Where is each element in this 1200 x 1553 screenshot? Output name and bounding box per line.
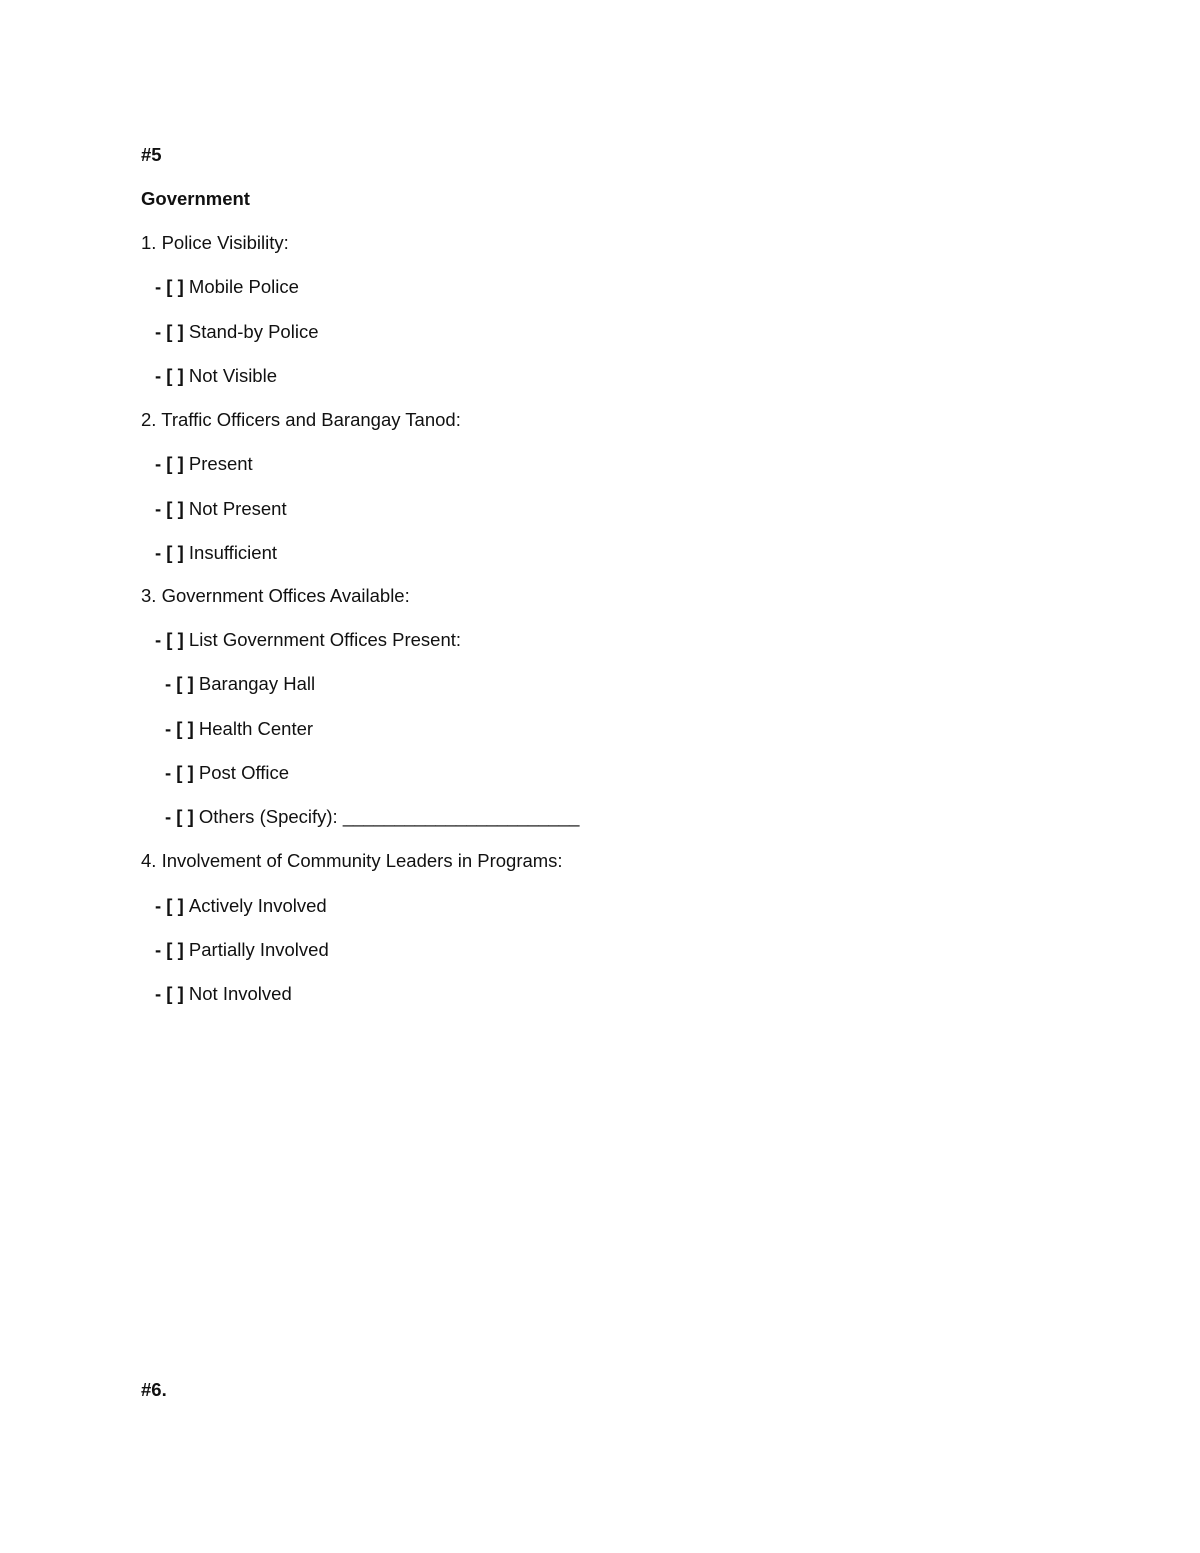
checkbox-box: - [ ] bbox=[165, 718, 199, 739]
others-specify-field[interactable]: Others (Specify): _______________________ bbox=[198, 806, 580, 827]
checkbox-box: - [ ] bbox=[155, 498, 189, 519]
checkbox-item[interactable] bbox=[155, 364, 277, 388]
option-label: Not Involved bbox=[188, 983, 292, 1004]
option-label: Present bbox=[188, 453, 253, 474]
option-label: Mobile Police bbox=[188, 276, 299, 297]
checkbox-box: - [ ] bbox=[165, 673, 199, 694]
question-1-label: 1. Police Visibility: bbox=[141, 232, 289, 253]
option-label: Barangay Hall bbox=[198, 673, 316, 694]
question-4-label: 4. Involvement of Community Leaders in Programs: bbox=[141, 850, 563, 871]
checkbox-item[interactable] bbox=[155, 452, 253, 476]
section-title: Government bbox=[141, 188, 250, 209]
section-number: #5 bbox=[141, 144, 162, 165]
checkbox-box: - [ ] bbox=[155, 629, 189, 650]
option-label: Health Center bbox=[198, 718, 314, 739]
checkbox-box: - [ ] bbox=[165, 806, 199, 827]
option-label: Not Present bbox=[188, 498, 287, 519]
checkbox-item[interactable] bbox=[155, 894, 327, 918]
checkbox-item[interactable] bbox=[155, 497, 287, 521]
option-label: Partially Involved bbox=[188, 939, 329, 960]
question-3-label: 3. Government Offices Available: bbox=[141, 585, 410, 606]
checkbox-item[interactable] bbox=[155, 628, 461, 652]
checkbox-box: - [ ] bbox=[155, 983, 189, 1004]
checkbox-box: - [ ] bbox=[165, 762, 199, 783]
checkbox-box: - [ ] bbox=[155, 276, 189, 297]
checkbox-item[interactable] bbox=[155, 938, 329, 962]
checkbox-item[interactable] bbox=[155, 982, 292, 1006]
next-section-number: #6. bbox=[141, 1379, 167, 1400]
checkbox-box: - [ ] bbox=[155, 895, 189, 916]
checkbox-box: - [ ] bbox=[155, 542, 189, 563]
checkbox-box: - [ ] bbox=[155, 321, 189, 342]
question-2-label: 2. Traffic Officers and Barangay Tanod: bbox=[141, 409, 461, 430]
checkbox-subitem[interactable] bbox=[165, 717, 313, 741]
option-label: Not Visible bbox=[188, 365, 277, 386]
checkbox-subitem[interactable] bbox=[165, 672, 315, 696]
checkbox-box: - [ ] bbox=[155, 453, 189, 474]
option-label: Stand-by Police bbox=[188, 321, 319, 342]
checkbox-box: - [ ] bbox=[155, 939, 189, 960]
checkbox-item[interactable] bbox=[155, 320, 318, 344]
option-label: List Government Offices Present: bbox=[188, 629, 462, 650]
checkbox-subitem-others[interactable] bbox=[165, 805, 579, 829]
checkbox-subitem[interactable] bbox=[165, 761, 289, 785]
checkbox-item[interactable] bbox=[155, 541, 277, 565]
option-label: Insufficient bbox=[188, 542, 278, 563]
option-label: Post Office bbox=[198, 762, 290, 783]
checkbox-item[interactable] bbox=[155, 275, 299, 299]
checkbox-box: - [ ] bbox=[155, 365, 189, 386]
option-label: Actively Involved bbox=[188, 895, 327, 916]
